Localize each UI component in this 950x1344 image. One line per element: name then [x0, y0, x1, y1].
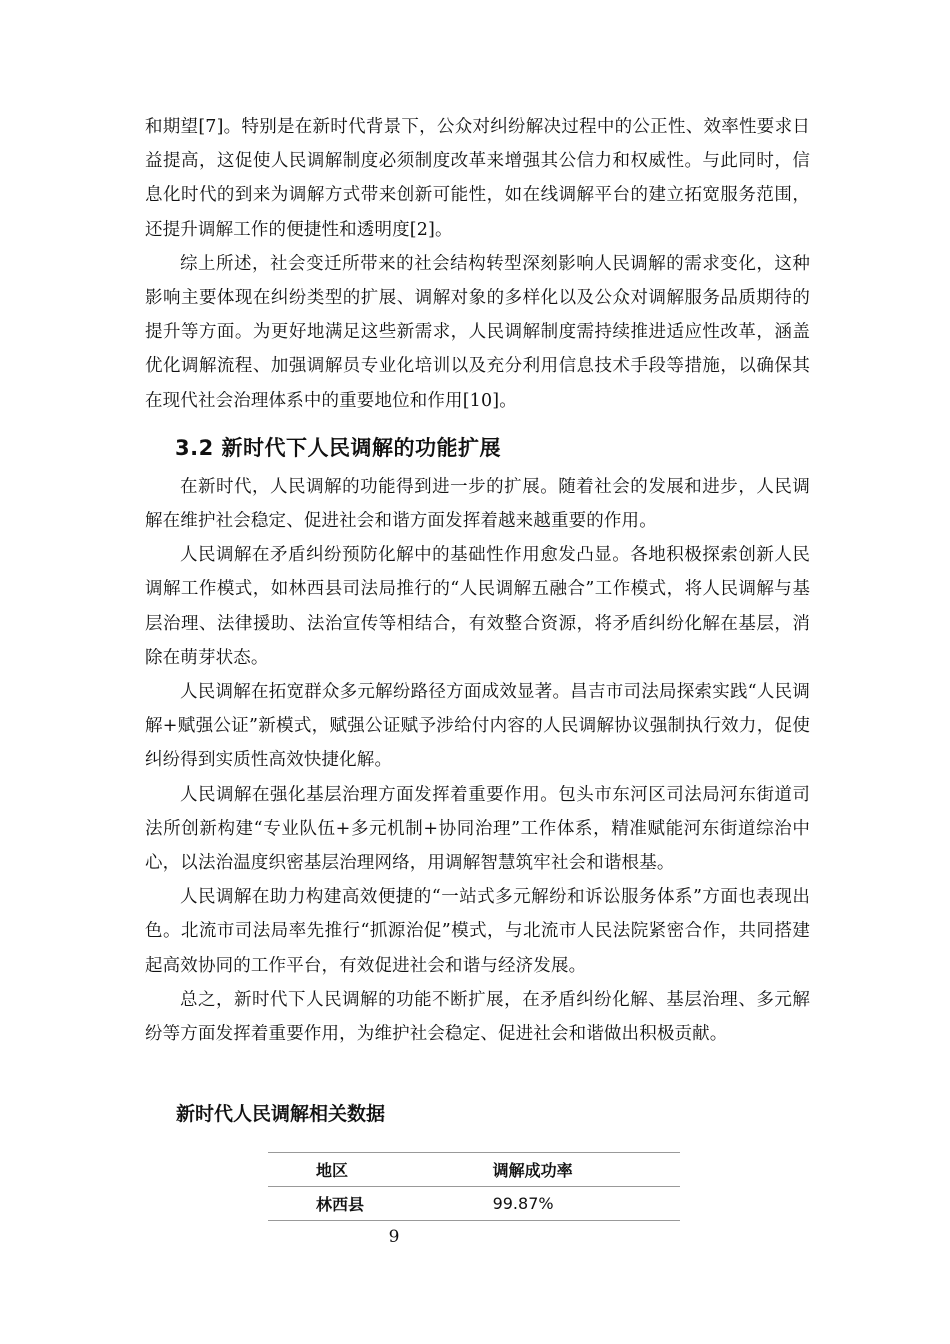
table-header-row [268, 1153, 680, 1187]
column-header-rate: 调解成功率 [445, 1153, 680, 1187]
data-table [268, 1152, 680, 1221]
paragraph-summary: 综上所述，社会变迁所带来的社会结构转型深刻影响人民调解的需求变化，这种影响主要体现在纠纷类型的扩展、调解对象的多样化以及公众对调解服务品质期待的提升等方面。为更好地满足这些新需求，人民调解制度需持续推进适应性改革，涵盖优化调解流程、加强调解员专业化培训以及充分利用信息技术手段等措施，以确保其在现代社会治理体系中的重要地位和作用[10]。 [145, 253, 810, 411]
paragraph-prevention: 人民调解在矛盾纠纷预防化解中的基础性作用愈发凸显。各地积极探索创新人民调解工作模式，如林西县司法局推行的“人民调解五融合”工作模式，将人民调解与基层治理、法律援助、法治宣传等相结合，有效整合资源，将矛盾纠纷化解在基层，消除在萌芽状态。 [145, 545, 810, 668]
paragraph-continuation: 和期望[7]。特别是在新时代背景下，公众对纠纷解决过程中的公正性、效率性要求日益提高，这促使人民调解制度必须制度改革来增强其公信力和权威性。与此同时，信息化时代的到来为调解方式带来创新可能性，如在线调解平台的建立拓宽服务范围，还提升调解工作的便捷性和透明度[2]。 [145, 117, 810, 240]
section-heading: 3.2 新时代下人民调解的功能扩展 [175, 435, 502, 460]
paragraph-grassroots: 人民调解在强化基层治理方面发挥着重要作用。包头市东河区司法局河东街道司法所创新构建“专业队伍+多元机制+协同治理”工作体系，精准赋能河东街道综治中心，以法治温度织密基层治理网络，用调解智慧筑牢社会和谐根基。 [145, 784, 810, 874]
page-number: 9 [388, 1227, 400, 1247]
table-title: 新时代人民调解相关数据 [176, 1103, 386, 1125]
paragraph-intro: 在新时代，人民调解的功能得到进一步的扩展。随着社会的发展和进步，人民调解在维护社会稳定、促进社会和谐方面发挥着越来越重要的作用。 [145, 476, 810, 532]
cell-rate: 99.87% [445, 1187, 680, 1221]
table-row [268, 1187, 680, 1221]
document-body [145, 110, 810, 1051]
cell-region: 林西县 [268, 1187, 445, 1221]
paragraph-conclusion: 总之，新时代下人民调解的功能不断扩展，在矛盾纠纷化解、基层治理、多元解纷等方面发挥着重要作用，为维护社会稳定、促进社会和谐做出积极贡献。 [145, 989, 810, 1045]
paragraph-one-stop: 人民调解在助力构建高效便捷的“一站式多元解纷和诉讼服务体系”方面也表现出色。北流市司法局率先推行“抓源治促”模式，与北流市人民法院紧密合作，共同搭建起高效协同的工作平台，有效促进社会和谐与经济发展。 [145, 887, 810, 976]
column-header-region: 地区 [268, 1153, 445, 1187]
paragraph-dispute-paths: 人民调解在拓宽群众多元解纷路径方面成效显著。昌吉市司法局探索实践“人民调解+赋强公证”新模式，赋强公证赋予涉给付内容的人民调解协议强制执行效力，促使纠纷得到实质性高效快捷化解。 [145, 682, 810, 771]
